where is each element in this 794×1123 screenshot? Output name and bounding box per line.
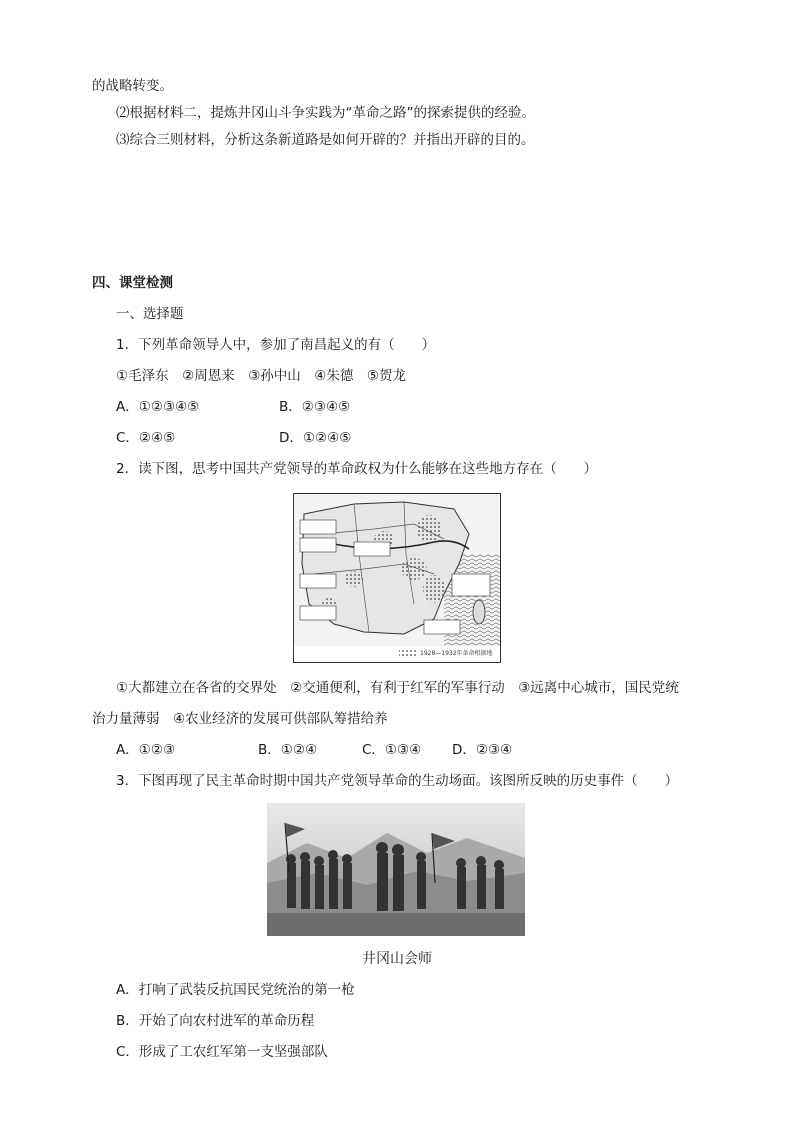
question-1-option-b: B．②③④⑤ [279,399,351,415]
question-2-stem: 2．读下图，思考中国共产党领导的革命政权为什么能够在这些地方存在（ ） [116,461,598,477]
map-legend: 1928—1932年革命根据地 [420,650,493,657]
question-2-option-a: A．①②③ [116,742,176,758]
painting-caption: 井冈山会师 [362,951,432,967]
question-1-stem: 1．下列革命领导人中，参加了南昌起义的有（ ） [116,337,436,353]
question-2-items-line-2: 治力量薄弱 ④农业经济的发展可供部队筹措给养 [92,711,388,727]
question-3-option-b: B．开始了向农村进军的革命历程 [116,1013,315,1029]
question-2-option-d: D．②③④ [452,742,513,758]
question-3-option-c: C．形成了工农红军第一支坚强部队 [116,1044,328,1060]
question-1-items: ①毛泽东 ②周恩来 ③孙中山 ④朱德 ⑤贺龙 [116,368,407,384]
question-1-option-a: A．①②③④⑤ [116,399,200,415]
material-question-2: ⑵根据材料二，提炼井冈山斗争实践为“革命之路”的探索提供的经验。 [116,105,535,121]
material-line-1: 的战略转变。 [92,78,173,94]
question-2-items-line-1: ①大都建立在各省的交界处 ②交通便利，有利于红军的军事行动 ③远离中心城市，国民党统 [116,680,679,696]
question-1-option-d: D．①②④⑤ [279,430,352,446]
question-3-stem: 3．下图再现了民主革命时期中国共产党领导革命的生动场面。该图所反映的历史事件（ ） [116,773,679,789]
material-question-3: ⑶综合三则材料，分析这条新道路是如何开辟的？并指出开辟的目的。 [116,132,535,148]
section-subheading: 一、选择题 [116,306,184,322]
question-2-option-c: C．①③④ [362,742,422,758]
question-2-option-b: B．①②④ [258,742,318,758]
section-heading: 四、课堂检测 [92,275,173,291]
question-1-option-c: C．②④⑤ [116,430,176,446]
painting-illustration [267,803,525,936]
revolutionary-bases-map [293,493,501,663]
jinggangshan-meeting-painting [267,803,525,936]
question-3-option-a: A．打响了武装反抗国民党统治的第一枪 [116,982,355,998]
map-illustration [294,494,500,662]
